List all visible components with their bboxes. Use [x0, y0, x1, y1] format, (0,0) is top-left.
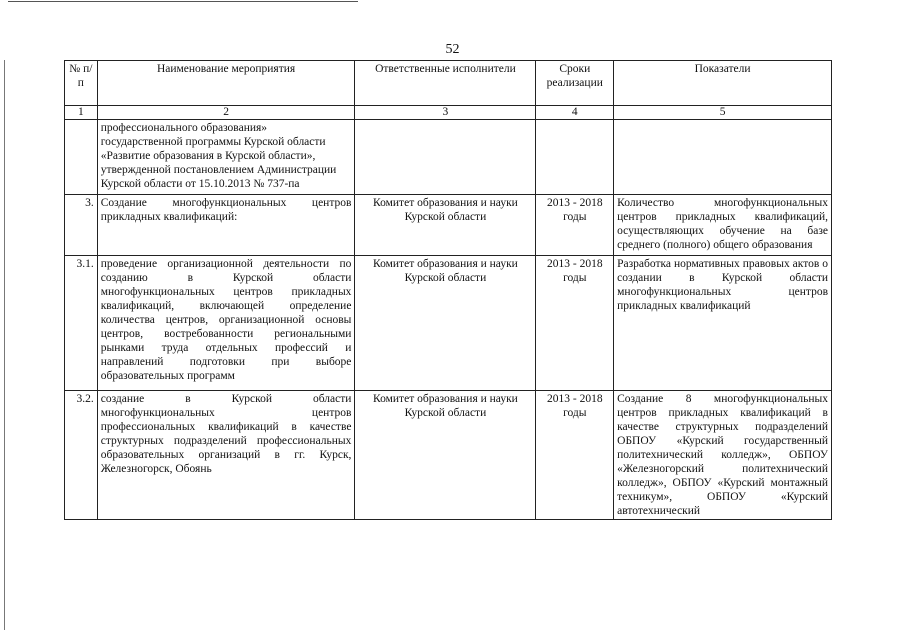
row-executor: Комитет образования и науки Курской области — [355, 391, 536, 520]
row-number — [65, 120, 98, 195]
row-indicator: Разработка нормативных правовых актов о создании в Курской области многофункциональных центров прикладных квалификаций — [614, 256, 832, 391]
row-term: 2013 - 2018 годы — [536, 195, 614, 256]
row-indicator: Создание 8 многофункциональных центров прикладных квалификаций в качестве структурных подразделений ОБПОУ «Курский государственный политехнический колледж», ОБПОУ «Железногорский политехнический колледж», ОБПОУ «Курский монтажный техникум», ОБПОУ «Курский автотехнический — [614, 391, 832, 520]
row-term: 2013 - 2018 годы — [536, 391, 614, 520]
column-number: 5 — [614, 106, 832, 120]
column-number: 1 — [65, 106, 98, 120]
row-number: 3.1. — [65, 256, 98, 391]
row-executor: Комитет образования и науки Курской области — [355, 256, 536, 391]
page-edge-line — [4, 60, 5, 630]
row-indicator: Количество многофункциональных центров прикладных квалификаций, осуществляющих обучение на базе среднего (полного) общего образования — [614, 195, 832, 256]
column-number: 3 — [355, 106, 536, 120]
row-number: 3.2. — [65, 391, 98, 520]
table-row — [65, 391, 832, 520]
row-executor — [355, 120, 536, 195]
header-name: Наименование мероприятия — [97, 61, 355, 106]
row-name: профессионального образования» государственной программы Курской области «Развитие образования в Курской области», утвержденной постановлением Администрации Курской области от 15.10.2013 № 737-па — [97, 120, 355, 195]
header-number: № п/п — [65, 61, 98, 106]
row-executor: Комитет образования и науки Курской области — [355, 195, 536, 256]
measures-table — [64, 60, 832, 520]
table-row — [65, 256, 832, 391]
column-number-row — [65, 106, 832, 120]
row-name: проведение организационной деятельности по созданию в Курской области многофункциональных центров прикладных квалификаций, включающей определение количества центров, организационной основы центров, востребованности региональными рынками труда отдельных профессий и направлений подготовки при выборе образовательных программ — [97, 256, 355, 391]
header-row — [65, 61, 832, 106]
table-row — [65, 120, 832, 195]
header-term: Сроки реализации — [536, 61, 614, 106]
column-number: 2 — [97, 106, 355, 120]
row-number: 3. — [65, 195, 98, 256]
header-executor: Ответственные исполнители — [355, 61, 536, 106]
row-name: создание в Курской области многофункциональных центров профессиональных квалификаций в качестве структурных подразделений профессиональных образовательных организаций в гг. Курск, Железногорск, Обоянь — [97, 391, 355, 520]
table-row — [65, 195, 832, 256]
row-name: Создание многофункциональных центров прикладных квалификаций: — [97, 195, 355, 256]
row-term — [536, 120, 614, 195]
row-indicator — [614, 120, 832, 195]
column-number: 4 — [536, 106, 614, 120]
row-term: 2013 - 2018 годы — [536, 256, 614, 391]
page-number: 52 — [445, 42, 460, 57]
header-indicator: Показатели — [614, 61, 832, 106]
top-rule — [8, 1, 358, 2]
